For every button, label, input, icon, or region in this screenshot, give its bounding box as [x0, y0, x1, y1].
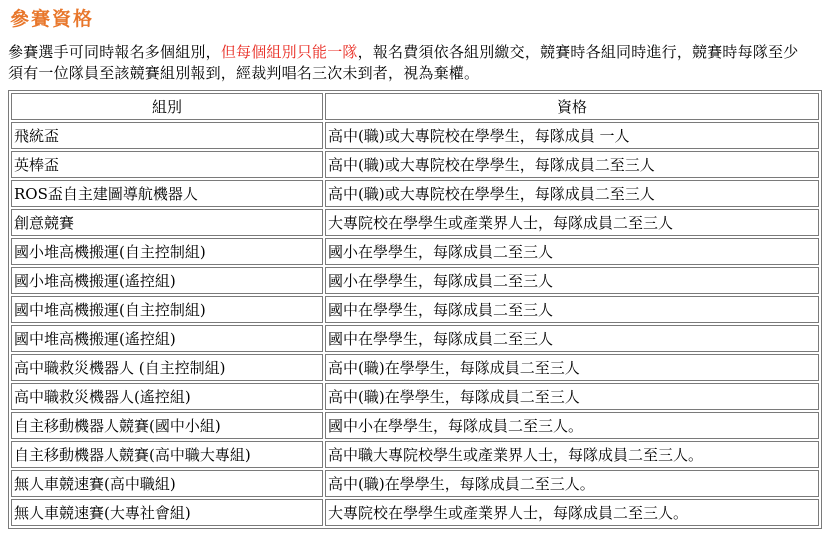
table-row — [11, 383, 819, 410]
eligibility-cell: 高中(職)或大專院校在學學生，每隊成員 一人 — [325, 122, 819, 149]
category-cell: 高中職救災機器人(遙控組) — [11, 383, 323, 410]
table-header-row — [11, 93, 819, 120]
eligibility-cell: 高中(職)在學學生，每隊成員二至三人 — [325, 383, 819, 410]
eligibility-cell: 國中在學學生，每隊成員二至三人 — [325, 325, 819, 352]
table-row — [11, 180, 819, 207]
header-category: 組別 — [11, 93, 323, 120]
eligibility-cell: 高中(職)在學學生，每隊成員二至三人。 — [325, 470, 819, 497]
category-cell: 高中職救災機器人 (自主控制組) — [11, 354, 323, 381]
category-cell: ROS盃自主建圖導航機器人 — [11, 180, 323, 207]
category-cell: 自主移動機器人競賽(高中職大專組) — [11, 441, 323, 468]
intro-highlight: 但每個組別只能一隊 — [220, 43, 358, 61]
eligibility-cell: 國中在學學生，每隊成員二至三人 — [325, 296, 819, 323]
header-eligibility: 資格 — [325, 93, 819, 120]
section-title: 參賽資格 — [10, 8, 95, 30]
eligibility-cell: 國小在學學生，每隊成員二至三人 — [325, 238, 819, 265]
table-row — [11, 209, 819, 236]
eligibility-table — [8, 90, 822, 529]
table-body — [11, 122, 819, 526]
eligibility-cell: 高中職大專院校學生或產業界人士，每隊成員二至三人。 — [325, 441, 819, 468]
table-row — [11, 499, 819, 526]
intro-text-part1: 參賽選手可同時報名多個組別， — [8, 43, 221, 61]
table-row — [11, 412, 819, 439]
category-cell: 國小堆高機搬運(自主控制組) — [11, 238, 323, 265]
category-cell: 無人車競速賽(高中職組) — [11, 470, 323, 497]
table-row — [11, 325, 819, 352]
category-cell: 創意競賽 — [11, 209, 323, 236]
category-cell: 無人車競速賽(大專社會組) — [11, 499, 323, 526]
table-row — [11, 122, 819, 149]
category-cell: 自主移動機器人競賽(國中小組) — [11, 412, 323, 439]
eligibility-cell: 高中(職)或大專院校在學學生，每隊成員二至三人 — [325, 151, 819, 178]
category-cell: 國中堆高機搬運(遙控組) — [11, 325, 323, 352]
intro-text-part2: ，報名費須依各組別繳交，競賽時各組同時進行，競賽時每隊至少須有一位隊員至該競賽組別報到，經裁判唱名三次未到者，視為棄權。 — [8, 43, 799, 82]
table-row — [11, 296, 819, 323]
category-cell: 國小堆高機搬運(遙控組) — [11, 267, 323, 294]
category-cell: 國中堆高機搬運(自主控制組) — [11, 296, 323, 323]
table-row — [11, 441, 819, 468]
intro-paragraph — [8, 42, 813, 84]
table-row — [11, 267, 819, 294]
category-cell: 英棒盃 — [11, 151, 323, 178]
table-row — [11, 238, 819, 265]
eligibility-cell: 高中(職)或大專院校在學學生，每隊成員二至三人 — [325, 180, 819, 207]
eligibility-cell: 大專院校在學學生或產業界人士，每隊成員二至三人。 — [325, 499, 819, 526]
eligibility-cell: 國中小在學學生，每隊成員二至三人。 — [325, 412, 819, 439]
table-row — [11, 151, 819, 178]
table-row — [11, 470, 819, 497]
category-cell: 飛統盃 — [11, 122, 323, 149]
table-row — [11, 354, 819, 381]
eligibility-cell: 大專院校在學學生或產業界人士，每隊成員二至三人 — [325, 209, 819, 236]
eligibility-cell: 國小在學學生，每隊成員二至三人 — [325, 267, 819, 294]
eligibility-cell: 高中(職)在學學生，每隊成員二至三人 — [325, 354, 819, 381]
